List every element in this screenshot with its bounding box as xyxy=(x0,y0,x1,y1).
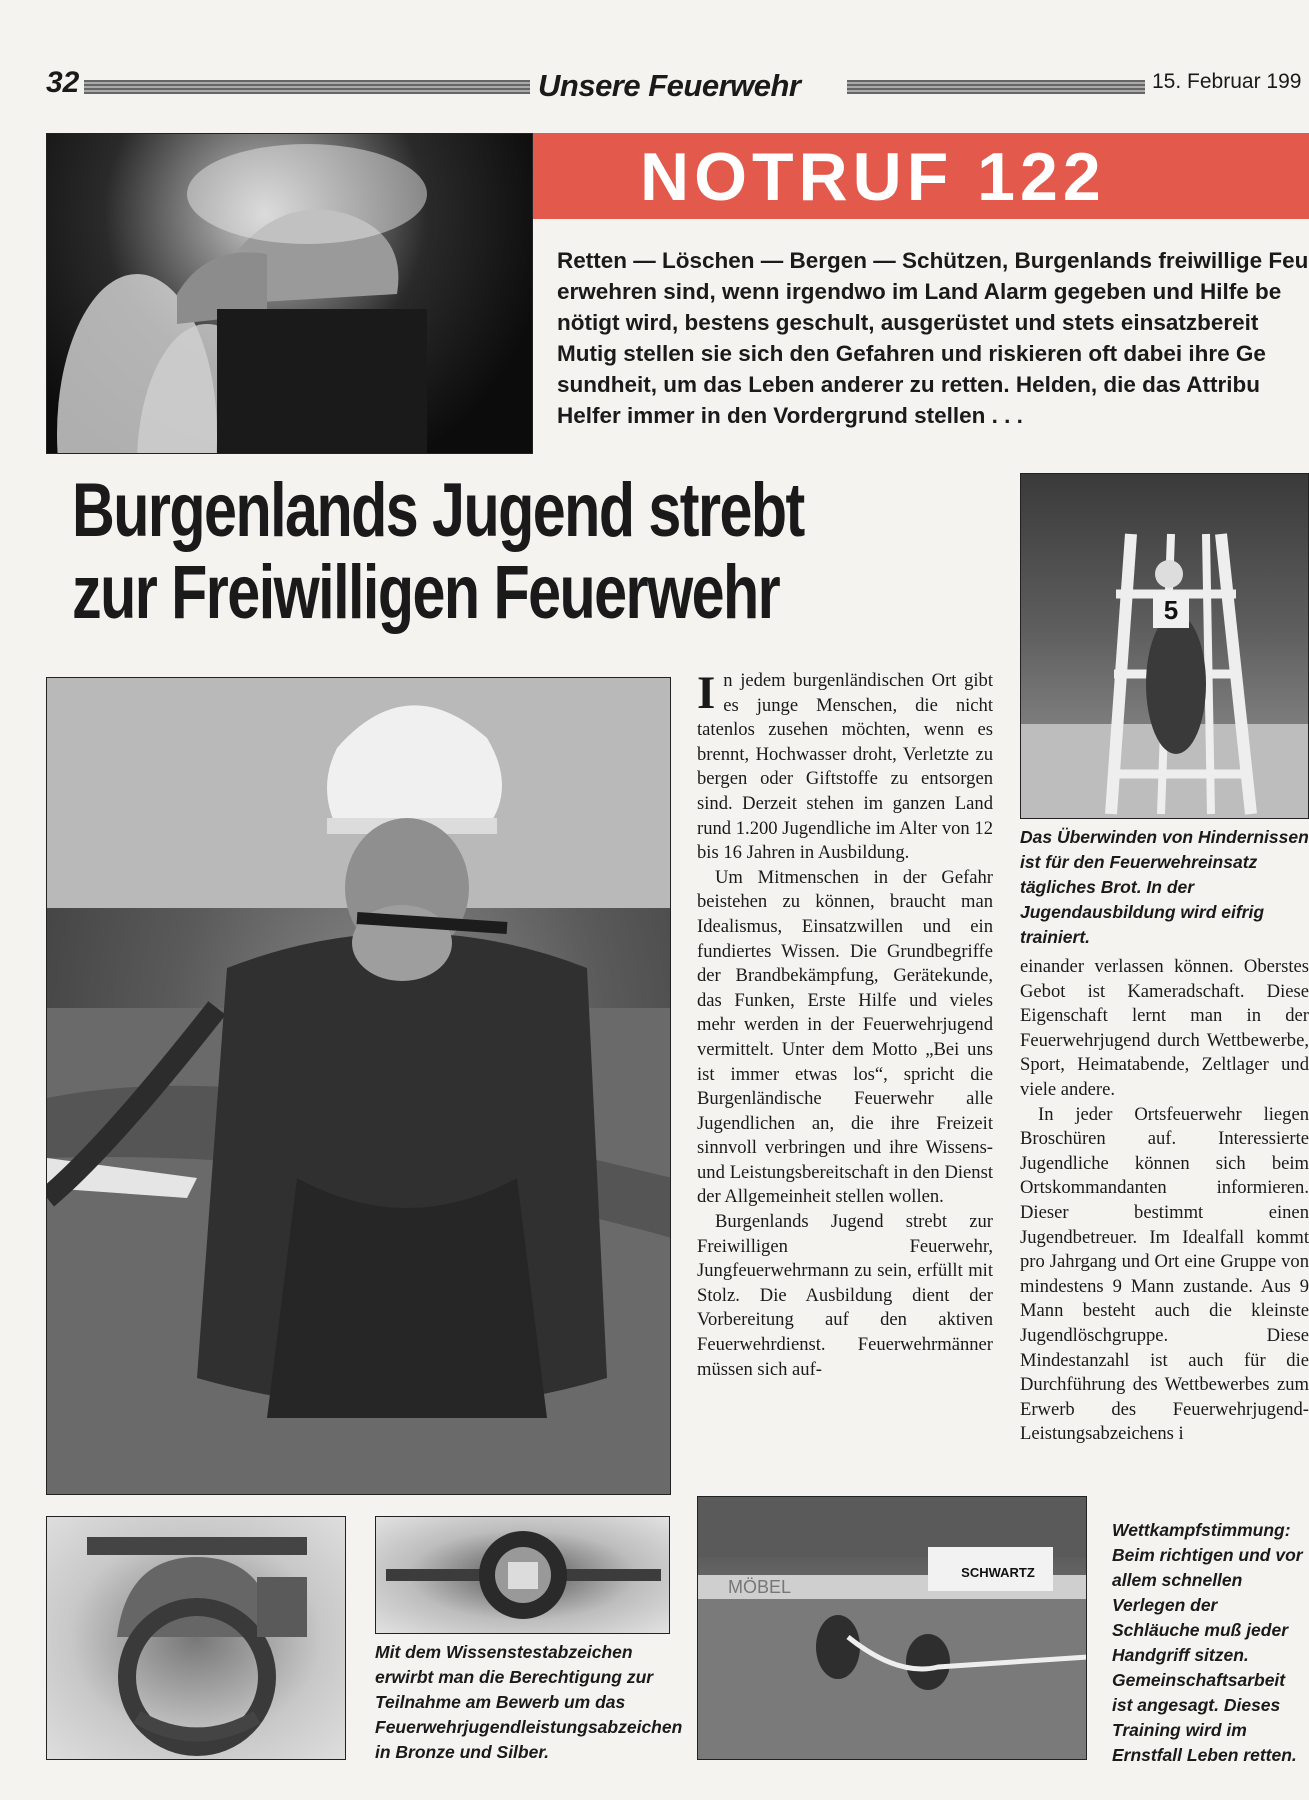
bib-number: 5 xyxy=(1163,595,1179,625)
competition-photo xyxy=(697,1496,1087,1760)
article-paragraph: einander verlassen können. Oberstes Gebot ist Kameradschaft. Diese Eigenschaft lernt man in der Feuerwehrjugend durch Wettbewerbe, Sport, Heimatabende, Zeltlager und viele andere. xyxy=(1020,956,1309,1100)
intro-line: erwehren sind, wenn irgendwo im Land Alarm gegeben und Hilfe be xyxy=(557,279,1282,304)
article-column-1 xyxy=(697,669,993,1382)
obstacle-ladder-photo xyxy=(1020,473,1309,819)
firefighters-photo xyxy=(46,133,533,454)
article-paragraph: In jedem burgenländischen Ort gibt es junge Menschen, die nicht tatenlos zusehen möchten, wenn es brennt, Hochwasser droht, Verletzte zu bergen oder Giftstoffe zu entsorgen sind. Derzeit stehen im ganzen Land rund 1.200 Jugendliche im Alter von 12 bis 16 Jahren in Ausbildung. xyxy=(697,667,993,864)
intro-line: Helfer immer in den Vordergrund stellen . . . xyxy=(557,403,1023,428)
page-number: 32 xyxy=(46,66,80,99)
article-paragraph: In jeder Ortsfeuerwehr liegen Broschüren auf. Interessierte Jugendliche können sich beim Ortskommandanten informieren. Dieser bestimmt einen Jugendbetreuer. Im Idealfall kommt pro Jahrgang und Ort eine Gruppe von mindestens 9 Mann zustande. Aus 9 Mann besteht auch die kleinste Jugendlöschgruppe. Diese Mindestanzahl ist auch für die Durchführung des Wettbewerbes zum Erwerb des Feuerwehrjugend-Leistungsabzeichens i xyxy=(1020,1103,1309,1445)
article-headline xyxy=(72,470,804,634)
section-title: Unsere Feuerwehr xyxy=(538,68,801,103)
issue-date: 15. Februar 199 xyxy=(1152,70,1302,93)
intro-line: Retten — Löschen — Bergen — Schützen, Burgenlands freiwillige Feu xyxy=(557,248,1309,273)
wissenstest-badge-photo xyxy=(375,1516,670,1634)
youth-firefighter-photo xyxy=(46,677,671,1495)
intro-line: sundheit, um das Leben anderer zu retten. Helden, die das Attribu xyxy=(557,372,1261,397)
article-paragraph: Um Mitmenschen in der Gefahr beistehen zu können, braucht man Idealismus, Einsatzwillen und ein fundiertes Wissen. Die Grundbegriffe der Brandbekämpfung, Gerätekunde, das Funken, Erste Hilfe und vieles mehr werden in der Feuerwehrjugend vermittelt. Unter dem Motto „Bei uns ist immer etwas los“, spricht die Burgenländische Feuerwehr alle Jugendlichen an, die ihre Freizeit sinnvoll verbringen und ihre Wissens- und Leistungsbereitschaft in den Dienst der Allgemeinheit stellen wollen. xyxy=(697,866,993,1208)
ladder-caption: Das Überwinden von Hindernissen ist für den Feuerwehreinsatz tägliches Brot. In der Jugendausbildung wird eifrig trainiert. xyxy=(1020,827,1309,947)
header-rule-right xyxy=(847,80,1145,94)
header-rule-left xyxy=(84,80,530,94)
notruf-title: NOTRUF 122 xyxy=(640,139,1106,215)
sponsor-banner-left: MÖBEL xyxy=(728,1577,792,1597)
headline-line-1: Burgenlands Jugend strebt xyxy=(72,468,804,553)
intro-line: Mutig stellen sie sich den Gefahren und riskieren oft dabei ihre Ge xyxy=(557,341,1266,366)
competition-caption: Wettkampfstimmung: Beim richtigen und vor allem schnellen Verlegen der Schläuche muß jeder Handgriff sitzen. Gemeinschaftsarbeit ist angesagt. Dieses Training wird im Ernstfall Leben retten. xyxy=(1112,1520,1303,1765)
intro-text xyxy=(557,245,1309,431)
sponsor-sign: SCHWARTZ xyxy=(961,1565,1035,1580)
badge-caption: Mit dem Wissenstestabzeichen erwirbt man die Berechtigung zur Teilnahme am Bewerb um das Feuerwehrjugendleistungsabzeichen in Bronze und Silber. xyxy=(375,1642,683,1762)
drop-cap: I xyxy=(697,667,716,719)
intro-line: nötigt wird, bestens geschult, ausgerüstet und stets einsatzbereit xyxy=(557,310,1259,335)
article-column-2 xyxy=(1020,955,1309,1447)
helmet-badge-photo xyxy=(46,1516,346,1760)
article-paragraph: Burgenlands Jugend strebt zur Freiwilligen Feuerwehr, Jungfeuerwehrmann zu sein, erfüllt mit Stolz. Die Ausbildung dient der Vorbereitung auf den aktiven Feuerwehrdienst. Feuerwehrmänner müssen sich auf- xyxy=(697,1211,993,1380)
headline-line-2: zur Freiwilligen Feuerwehr xyxy=(72,550,780,635)
